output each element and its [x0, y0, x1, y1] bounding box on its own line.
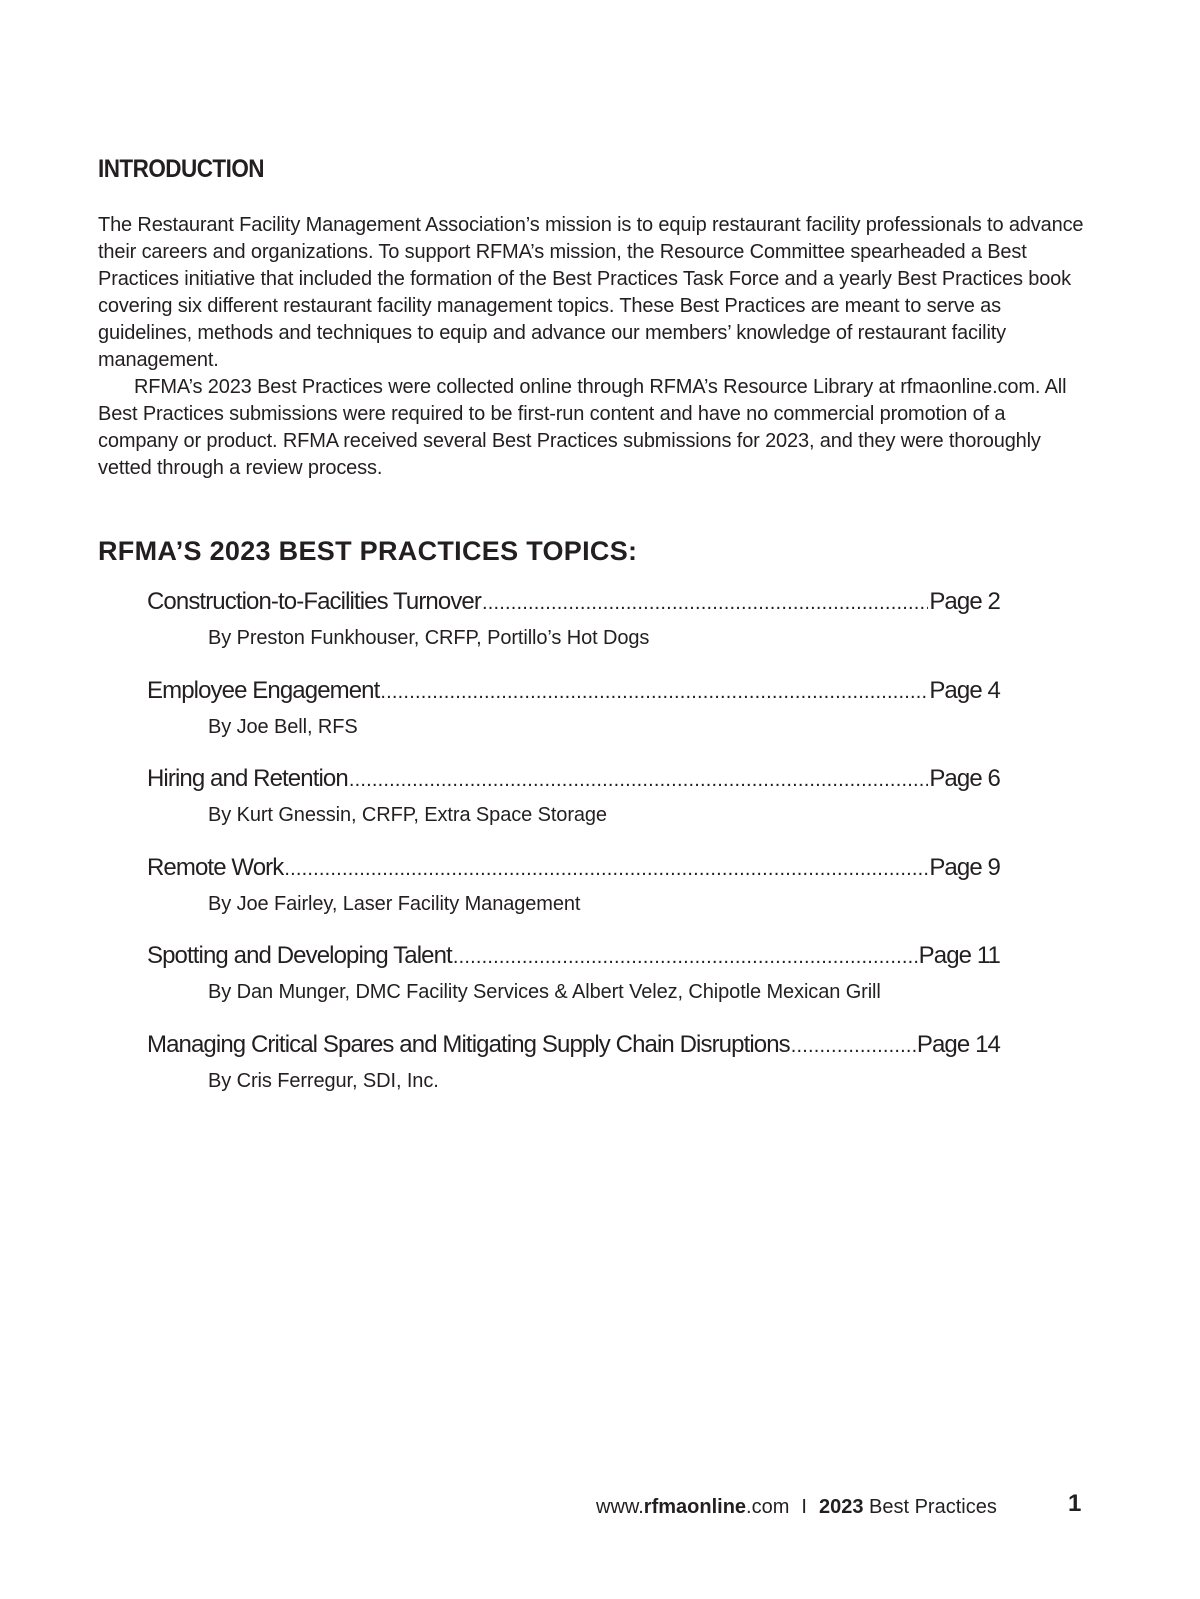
footer-url-domain: rfmaonline: [643, 1496, 747, 1518]
introduction-paragraph-2: RFMA’s 2023 Best Practices were collected online through RFMA’s Resource Library at rfmaonline.com. All Best Practices submissions were required to be first-run content and have no commercial promotion of a company or product. RFMA received several Best Practices submissions for 2023, and they were thoroughly vetted through a review process.: [98, 376, 1067, 479]
toc-row: [147, 761, 1000, 797]
introduction-paragraph-1: The Restaurant Facility Management Association’s mission is to equip restaurant facility professionals to advance their careers and organizations. To support RFMA’s mission, the Resource Committee spearheaded a Best Practices initiative that included the formation of the Best Practices Task Force and a yearly Best Practices book covering six different restaurant facility management topics. These Best Practices are meant to serve as guidelines, methods and techniques to equip and advance our members’ knowledge of restaurant facility management.: [98, 214, 1084, 371]
toc-page-number: Page 14: [916, 1030, 1000, 1058]
toc-leader-dots: [380, 674, 928, 710]
toc-entry: [147, 673, 1000, 762]
toc-row: [147, 938, 1000, 974]
toc-leader-dots: [482, 585, 928, 621]
footer-title: Best Practices: [869, 1496, 997, 1518]
toc-leader-dots: [791, 1028, 916, 1064]
toc-page-number: Page 11: [918, 942, 1000, 970]
page-footer: [596, 1492, 997, 1522]
toc-row: [147, 584, 1000, 620]
toc-row: [147, 673, 1000, 709]
toc-leader-dots: [349, 762, 929, 798]
toc-row: [147, 850, 1000, 886]
toc-author: By Kurt Gnessin, CRFP, Extra Space Storage: [208, 804, 607, 827]
toc-topic-title: Hiring and Retention: [147, 765, 348, 793]
footer-separator: I: [801, 1496, 807, 1518]
footer-url-prefix: www.: [596, 1496, 644, 1518]
footer-url-suffix: .com: [746, 1496, 790, 1518]
introduction-heading: INTRODUCTION: [98, 155, 265, 183]
toc-page-number: Page 9: [929, 853, 1000, 881]
toc-page-number: Page 4: [929, 676, 1000, 704]
toc-row: [147, 1027, 1000, 1063]
toc-topic-title: Employee Engagement: [147, 676, 380, 704]
toc-entry: [147, 1027, 1000, 1116]
toc-page-number: Page 2: [929, 588, 1000, 615]
toc-leader-dots: [284, 851, 928, 887]
toc-author: By Joe Fairley, Laser Facility Management: [208, 892, 581, 915]
toc-author: By Preston Funkhouser, CRFP, Portillo’s Hot Dogs: [208, 627, 650, 649]
introduction-body: [98, 212, 1088, 482]
toc-entry: [147, 584, 1000, 673]
footer-year: 2023: [818, 1496, 864, 1518]
toc-author: By Dan Munger, DMC Facility Services & Albert Velez, Chipotle Mexican Grill: [208, 981, 881, 1004]
toc-author: By Joe Bell, RFS: [208, 715, 358, 738]
page-number: 1: [1068, 1490, 1082, 1517]
toc-topic-title: Remote Work: [147, 853, 284, 881]
table-of-contents: [147, 584, 1000, 1116]
toc-topic-title: Spotting and Developing Talent: [147, 942, 452, 970]
toc-entry: [147, 938, 1000, 1027]
toc-entry: [147, 850, 1000, 939]
toc-topic-title: Construction-to-Facilities Turnover: [147, 588, 481, 615]
toc-author: By Cris Ferregur, SDI, Inc.: [208, 1069, 439, 1092]
toc-page-number: Page 6: [929, 765, 1000, 793]
toc-entry: [147, 761, 1000, 850]
toc-topic-title: Managing Critical Spares and Mitigating Supply Chain Disruptions: [147, 1030, 790, 1058]
topics-heading: RFMA’S 2023 BEST PRACTICES TOPICS:: [98, 536, 638, 566]
toc-leader-dots: [453, 939, 918, 975]
